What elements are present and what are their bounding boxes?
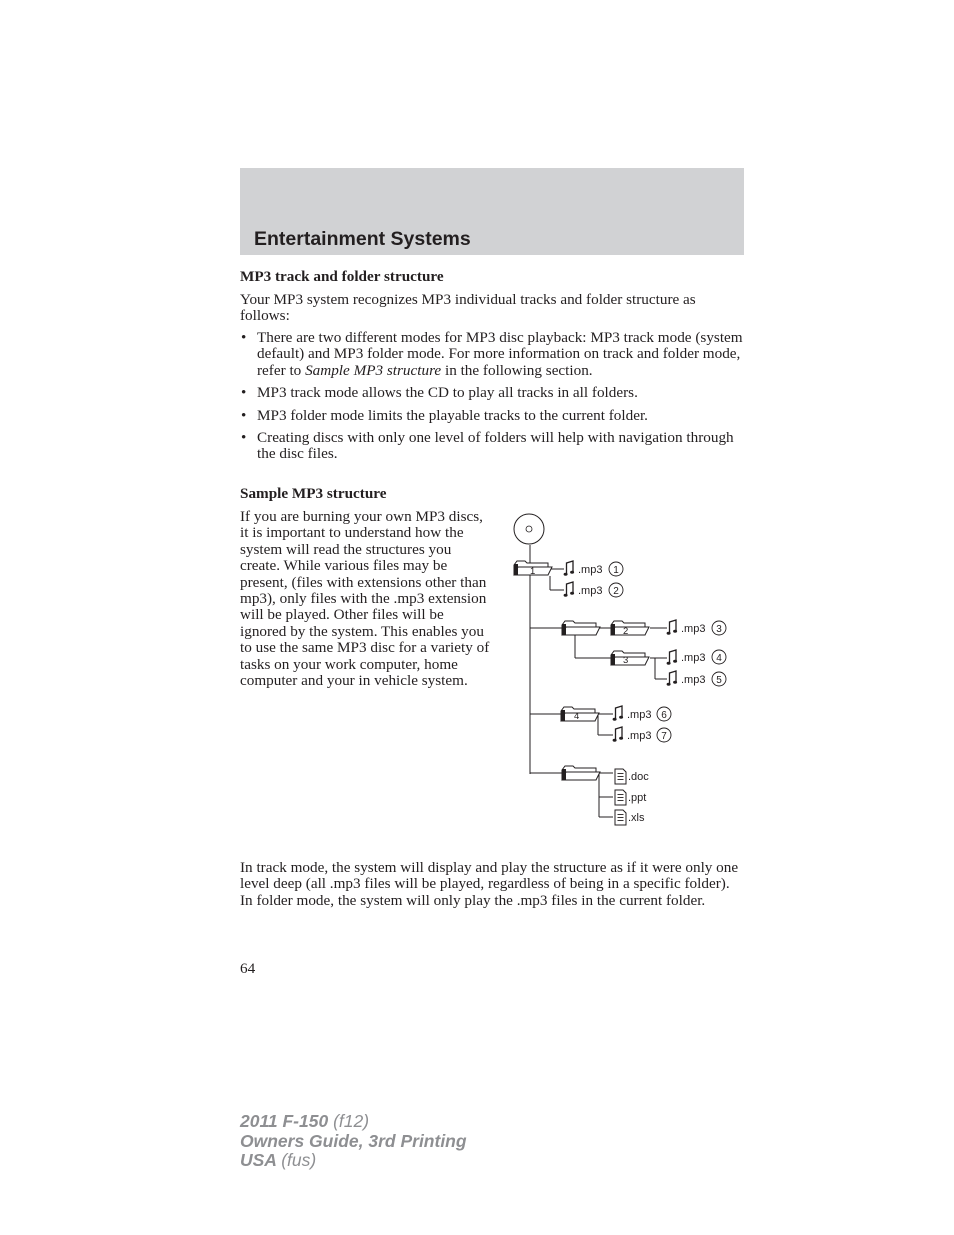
folder-icon — [611, 651, 649, 665]
cd-disc-icon — [514, 514, 544, 544]
heading-mp3-track-folder-structure: MP3 track and folder structure — [240, 268, 444, 285]
bullet-text: Creating discs with only one level of folders will help with navigation through the disc files. — [257, 429, 734, 463]
bullet-list — [240, 330, 745, 469]
file-extension: .doc — [628, 771, 649, 783]
music-note-icon — [564, 561, 575, 576]
sample-structure-paragraph: If you are burning your own MP3 discs, it is important to understand how the system will read the structures you create. While various files may be present, (files with extensions other than mp3), only files with the .mp3 extension will be played. Other files will be ignored by the system. This enables you to use the same MP3 disc for a variety of tasks on your work computer, home computer and your in vehicle system. — [240, 508, 490, 690]
folder-label: 1 — [530, 566, 536, 577]
document-footer — [240, 1112, 467, 1171]
folder-icon — [611, 621, 649, 635]
track-extension: .mp3 — [681, 652, 706, 664]
folder-label: 4 — [574, 711, 580, 722]
footer-edition: Owners Guide, 3rd Printing — [240, 1130, 467, 1151]
bullet-marker: • — [241, 406, 247, 424]
track-number: 7 — [661, 731, 667, 742]
track-extension: .mp3 — [681, 674, 706, 686]
track-number: 5 — [716, 675, 722, 686]
track-number: 1 — [613, 565, 619, 576]
track-extension: .mp3 — [578, 585, 603, 597]
heading-sample-mp3-structure: Sample MP3 structure — [240, 485, 387, 502]
page-number: 64 — [240, 960, 256, 977]
folder-icon — [562, 621, 600, 635]
track-number: 4 — [716, 653, 722, 664]
folder-icon — [562, 766, 600, 780]
bullet-marker: • — [241, 384, 247, 402]
bullet-text: MP3 folder mode limits the playable tracks to the current folder. — [257, 406, 648, 424]
track-number: 6 — [661, 710, 667, 721]
closing-paragraph: In track mode, the system will display and play the structure as if it were only one level deep (all .mp3 files will be played, regardless of being in a specific folder). In folder mode, the system will only play the .mp3 files in the current folder. — [240, 859, 739, 909]
music-note-icon — [564, 582, 575, 597]
document-icon — [615, 790, 626, 805]
list-item — [240, 430, 745, 463]
footer-model-code: (f12) — [333, 1111, 370, 1131]
cross-reference-text: Sample MP3 structure — [305, 361, 442, 379]
folder-label: 3 — [623, 655, 629, 666]
music-note-icon — [613, 727, 624, 742]
file-extension: .xls — [628, 812, 645, 824]
music-note-icon — [667, 671, 678, 686]
list-item — [240, 330, 745, 379]
track-extension: .mp3 — [578, 564, 603, 576]
bullet-marker: • — [241, 329, 247, 346]
bullet-text: MP3 track mode allows the CD to play all tracks in all folders. — [257, 384, 638, 402]
bullet-text-part: in the following section. — [441, 361, 593, 379]
section-header-band — [240, 168, 744, 255]
folder-icon — [561, 707, 599, 721]
footer-market: USA — [240, 1150, 277, 1170]
track-number: 3 — [716, 624, 722, 635]
intro-paragraph: Your MP3 system recognizes MP3 individual tracks and folder structure as follows: — [240, 291, 696, 325]
mp3-folder-structure-diagram — [505, 512, 745, 834]
track-extension: .mp3 — [627, 709, 652, 721]
footer-model: 2011 F-150 — [240, 1111, 329, 1131]
music-note-icon — [667, 650, 678, 665]
document-icon — [615, 769, 626, 784]
track-extension: .mp3 — [681, 623, 706, 635]
music-note-icon — [613, 706, 624, 721]
music-note-icon — [667, 620, 678, 635]
document-icon — [615, 810, 626, 825]
section-title: Entertainment Systems — [254, 228, 471, 250]
track-extension: .mp3 — [627, 730, 652, 742]
track-number: 2 — [613, 586, 619, 597]
footer-market-code: (fus) — [281, 1150, 317, 1170]
bullet-marker: • — [241, 429, 247, 447]
folder-label: 2 — [623, 626, 629, 637]
bullet-text-part: There are two different modes for MP3 disc playback: MP3 track mode (system default) and MP3 folder mode. For more information on track and folder mode, refer to — [257, 329, 743, 379]
file-extension: .ppt — [628, 792, 647, 804]
list-item — [240, 408, 745, 424]
list-item — [240, 385, 745, 401]
